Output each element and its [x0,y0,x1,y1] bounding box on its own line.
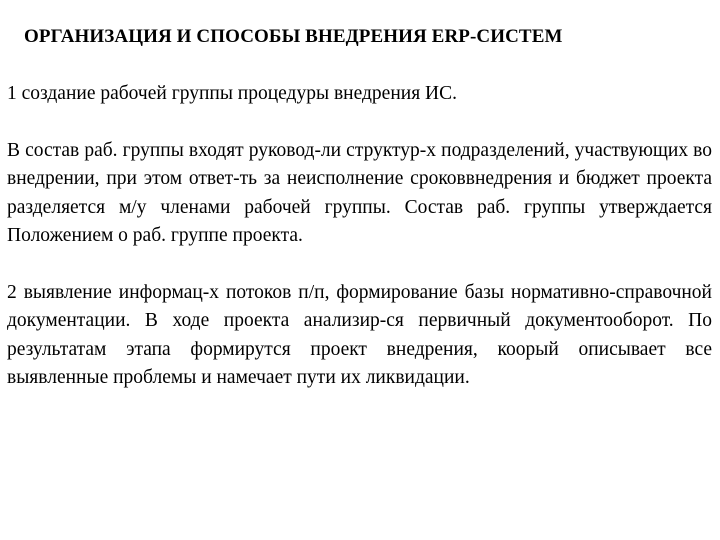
page-title: ОРГАНИЗАЦИЯ И СПОСОБЫ ВНЕДРЕНИЯ ERP-СИСТЕМ [24,26,563,47]
paragraph-working-group: В состав раб. группы входят руковод-ли структур-х подразделений, участвующих во внедрении, при этом ответ-ть за неисполнение сроковвнедрения и бюджет проекта разделяется м/у членами рабочей группы. Состав раб. группы утверждается Положением о раб. группе проекта. [7,139,712,246]
paragraph-step-1: 1 создание рабочей группы процедуры внедрения ИС. [7,83,458,104]
paragraph-step-2: 2 выявление информац-х потоков п/п, формирование базы нормативно-справочной документации. В ходе проекта анализир-ся первичный документооборот. По результатам этапа формирутся проект внедрения, коорый описывает все выявленные проблемы и намечает пути их ликвидации. [7,281,712,388]
